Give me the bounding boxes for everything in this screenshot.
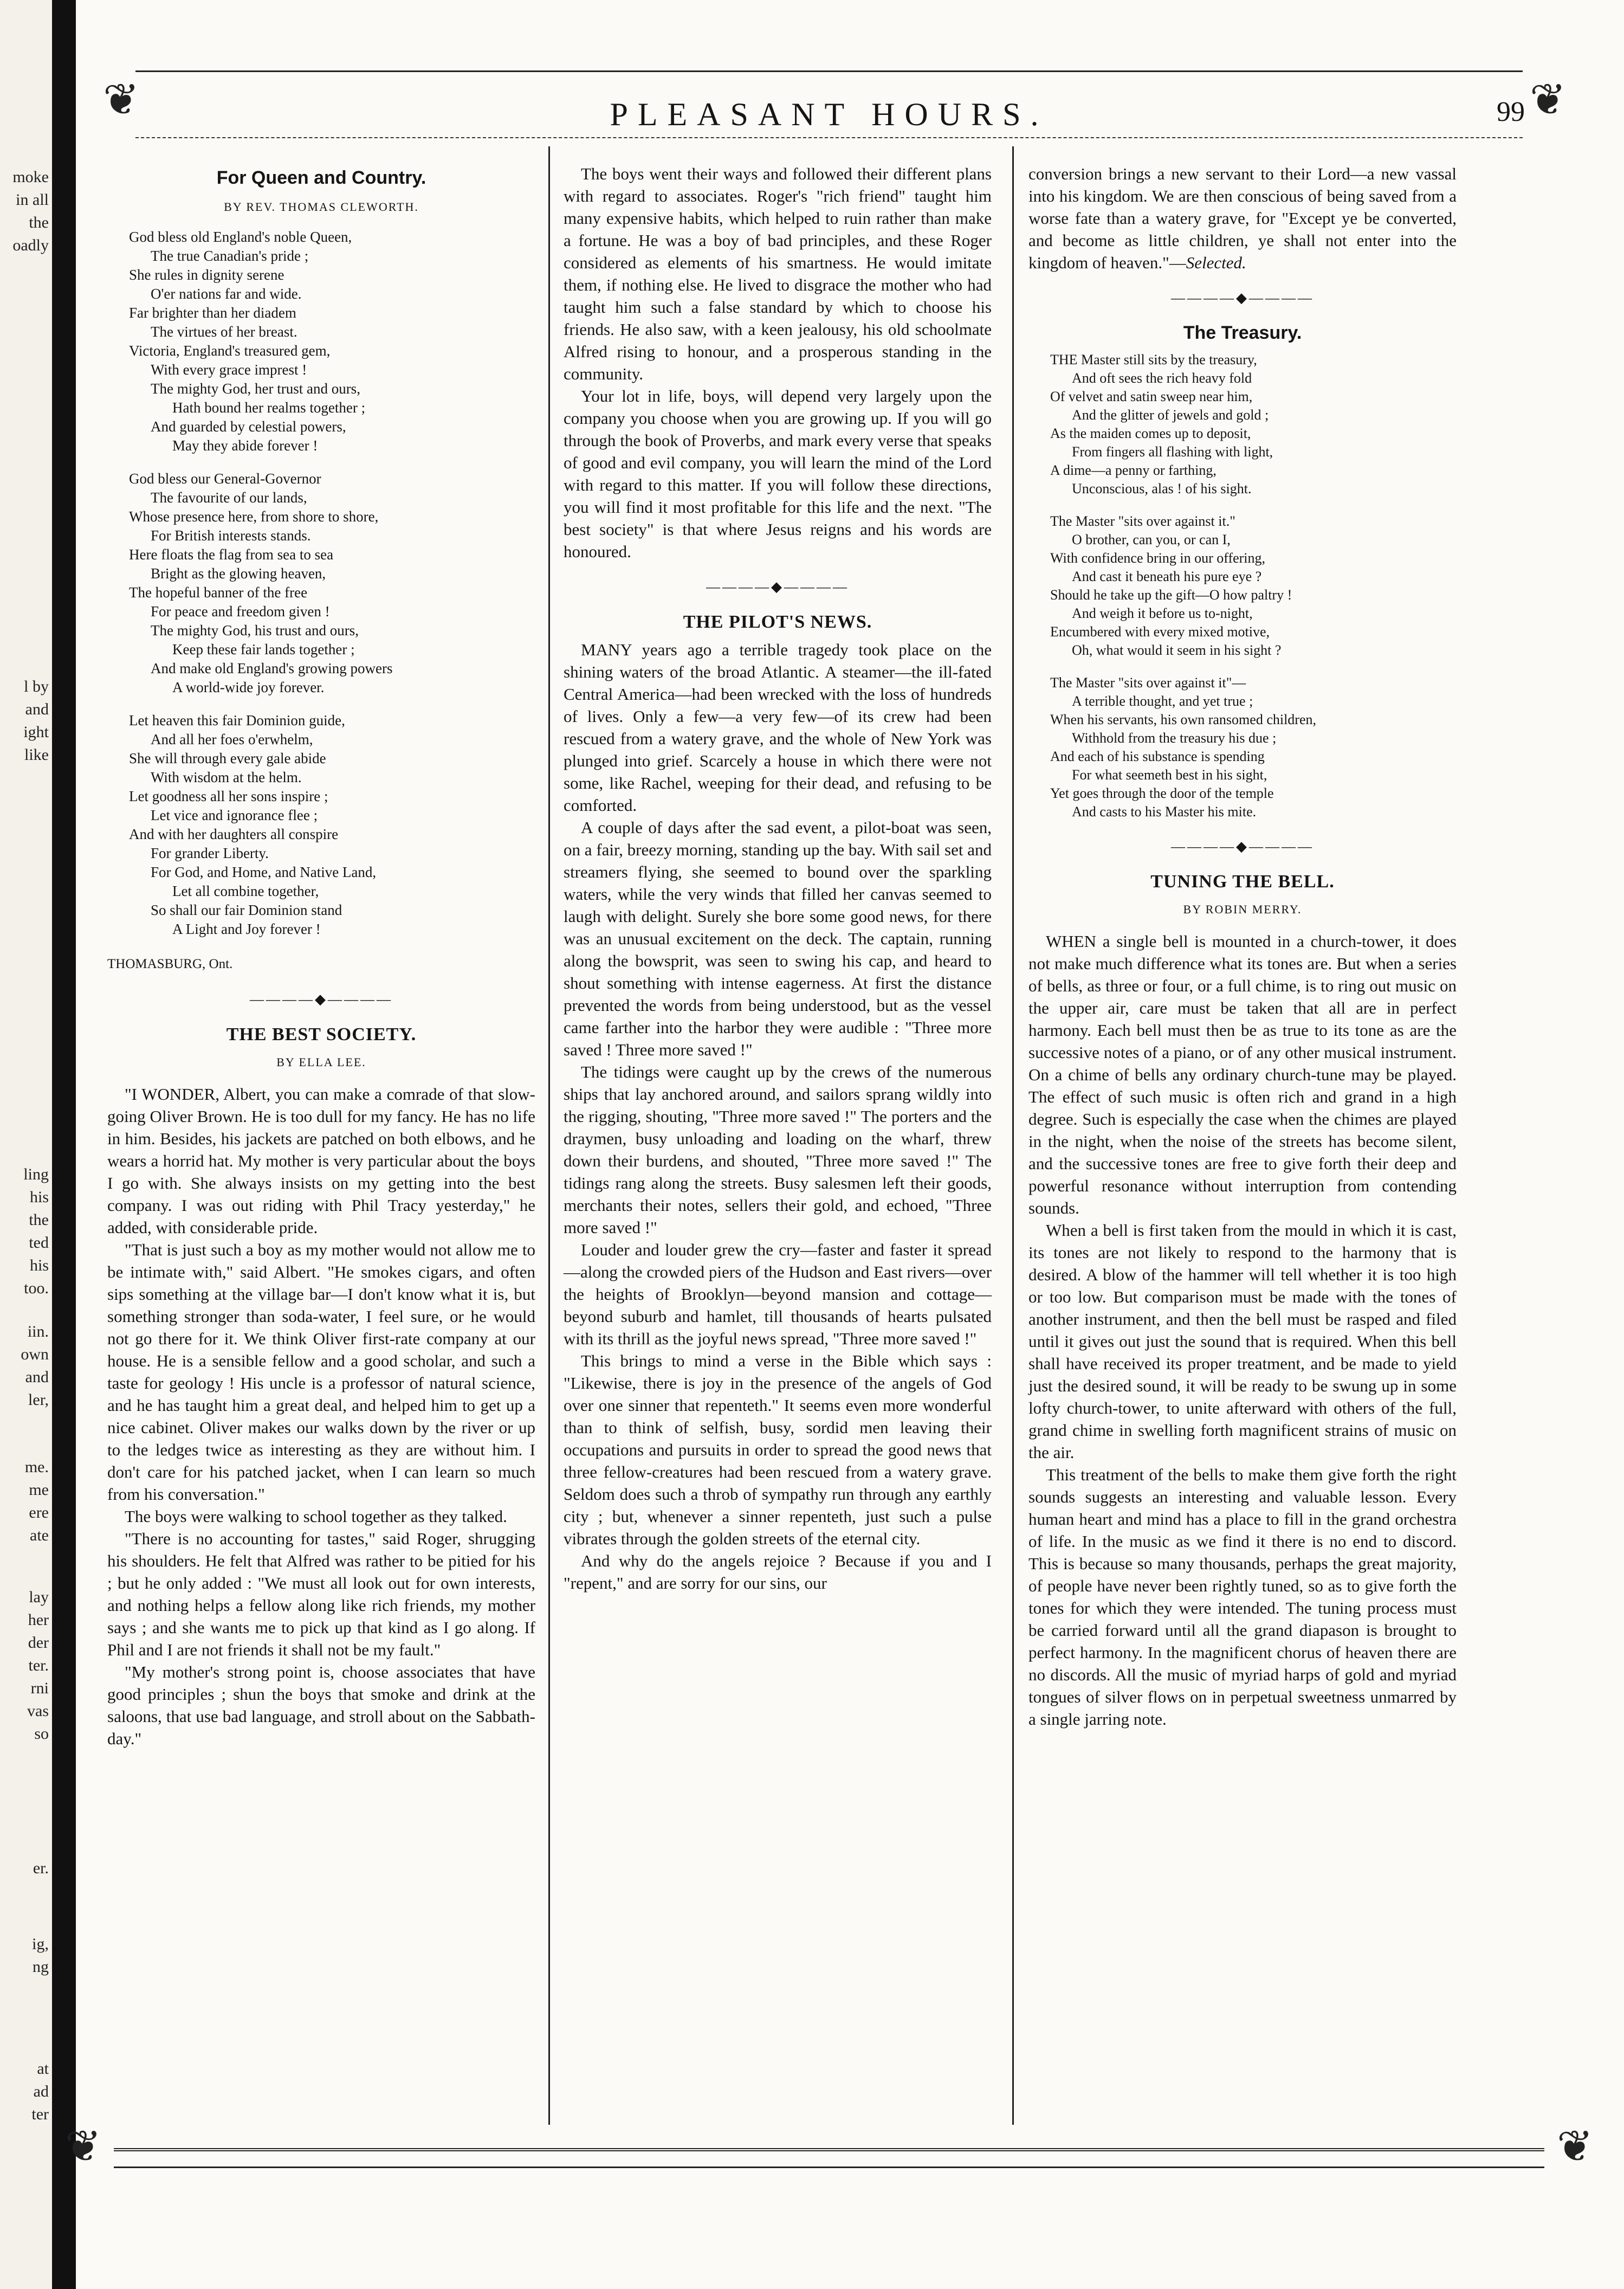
poem-line: Keep these fair lands together ; bbox=[172, 641, 355, 657]
paragraph: And why do the angels rejoice ? Because if you and I "repent," and are sorry for our sins, our bbox=[564, 1551, 992, 1592]
footer-rule bbox=[114, 2148, 1544, 2151]
facing-page-fragment: ng bbox=[33, 1958, 49, 1976]
column-rule-1 bbox=[548, 146, 550, 2125]
poem-line: She will through every gale abide bbox=[129, 750, 326, 766]
poem-stanza bbox=[1050, 351, 1457, 498]
paragraph: Your lot in life, boys, will depend very largely upon the company you choose when you are growing up. If you will go through the book of Proverbs, and mark every verse that speaks of good and evil company, you will learn the mind of the Lord with regard to this matter. If you will follow these directions, you will find it most profitable for this life and the next. "The best society" is that where Jesus reigns and his words are honoured. bbox=[564, 386, 992, 561]
poem-byline-cleworth: BY REV. THOMAS CLEWORTH. bbox=[224, 200, 419, 214]
facing-page-fragment: ter bbox=[31, 2105, 49, 2123]
column-2 bbox=[564, 163, 992, 1594]
poem-line: A Light and Joy forever ! bbox=[172, 921, 321, 937]
poem-line: THE Master still sits by the treasury, bbox=[1050, 352, 1257, 367]
facing-page-fragment: ted bbox=[29, 1234, 49, 1252]
poem-line: When his servants, his own ransomed children, bbox=[1050, 712, 1317, 727]
facing-page-fragment: so bbox=[34, 1725, 49, 1743]
facing-page-fragment: lay bbox=[29, 1588, 49, 1606]
poem-line: God bless our General-Governor bbox=[129, 470, 321, 487]
paragraph: "I WONDER, Albert, you can make a comrade of that slow-going Oliver Brown. He is too dull for my fancy. He has no life in him. Besides, his jackets are patched on both elbows, and he wears a horrid hat. My mother is very particular about the boys I go with. She always insists on my getting into the best company. I was out riding with Phil Tracy yesterday," he added, with considerable pride. bbox=[107, 1085, 535, 1237]
facing-page-fragment: oadly bbox=[12, 236, 49, 254]
poem-line: The favourite of our lands, bbox=[151, 489, 307, 506]
footer-ornament-right-icon: ❦ bbox=[1556, 2123, 1593, 2171]
poem-line: Here floats the flag from sea to sea bbox=[129, 546, 334, 563]
poem-line: Bright as the glowing heaven, bbox=[151, 565, 326, 582]
poem-line: With wisdom at the helm. bbox=[151, 769, 302, 785]
story-title-best-society: THE BEST SOCIETY. bbox=[226, 1024, 417, 1044]
poem-line: And each of his substance is spending bbox=[1050, 749, 1265, 764]
section-divider: ――――◆―――― bbox=[1171, 839, 1314, 854]
facing-page-fragment: me bbox=[29, 1481, 49, 1499]
story-title-pilots-news: THE PILOT'S NEWS. bbox=[683, 612, 872, 632]
poem-line: And guarded by celestial powers, bbox=[151, 418, 346, 435]
facing-page-fragment: the bbox=[29, 1211, 49, 1229]
poem-line: Let vice and ignorance flee ; bbox=[151, 807, 318, 823]
poem-line: The Master "sits over against it." bbox=[1050, 513, 1235, 529]
poem-line: May they abide forever ! bbox=[172, 437, 318, 454]
facing-page-fragment: like bbox=[24, 746, 49, 764]
poem-title-treasury: The Treasury. bbox=[1183, 323, 1302, 343]
poem-stanza bbox=[129, 228, 535, 455]
masthead bbox=[103, 46, 1566, 133]
selected-credit: Selected. bbox=[1186, 253, 1246, 272]
poem-line: Withhold from the treasury his due ; bbox=[1072, 730, 1277, 746]
paragraph: "There is no accounting for tastes," said Roger, shrugging his shoulders. He felt that Alfred was rather to be pitied for his ; but he only added : "We must all look out for own interests, and nothing helps a fellow along like rich friends, my mother says ; and she wants me to pick up that kind as I go along. If Phil and I are not friends it shall not be my fault." bbox=[107, 1529, 535, 1659]
facing-page-fragment: ling bbox=[23, 1165, 49, 1183]
poem-line: For British interests stands. bbox=[151, 527, 311, 544]
paragraph: "That is just such a boy as my mother would not allow me to be intimate with," said Albert. "He smokes cigars, and often sips something at the village bar—I don't know what it is, but something stronger than soda-water, I feel sure, or he would not go there for it. We think Oliver first-rate company at our house. He is a sensible fellow and a good scholar, and such a taste for geology ! His uncle is a professor of natural science, and he has taught him a great deal, and helped him to get up a nice cabinet. Oliver makes our walks down by the river or up to the ledges twice as interesting as they are without him. I don't care for his patched jacket, when I can learn so much from his conversation." bbox=[107, 1240, 535, 1504]
paragraph: Louder and louder grew the cry—faster and faster it spread—along the crowded piers of the Hudson and East rivers—over the heights of Brooklyn—beyond mansion and cottage—beyond suburb and hamlet, till thousands of hearts pulsated with its thrill as the joyful news spread, "Three more saved !" bbox=[564, 1240, 992, 1348]
facing-page-fragment: me. bbox=[24, 1458, 49, 1476]
facing-page-fragment: der bbox=[28, 1634, 49, 1652]
facing-page-fragment: moke bbox=[12, 168, 49, 186]
story-title-tuning-bell: TUNING THE BELL. bbox=[1150, 872, 1335, 892]
paragraph: This treatment of the bells to make them give forth the right sounds suggests an interesting and valuable lesson. Every human heart and mind has a place to fill in the grand orchestra of life. In the music as we find it there is no end to discord. This is because so many thousands, perhaps the great majority, of people have never been rightly tuned, so as to give forth the tones for which they were intended. The tuning process must be carried forward until all the grand diapason is brought to perfect harmony. In the magnificent chorus of heaven there are no discords. All the music of myriad harps of gold and myriad tongues of silver flows on in perpetual sweetness unmarred by a single jarring note. bbox=[1028, 1465, 1457, 1729]
facing-page-fragment: er. bbox=[33, 1859, 49, 1877]
facing-page-fragment: his bbox=[29, 1188, 49, 1206]
poem-line: And oft sees the rich heavy fold bbox=[1072, 370, 1252, 386]
masthead-rule-bottom bbox=[135, 137, 1523, 138]
poem-line: The virtues of her breast. bbox=[151, 324, 297, 340]
poem-line: A terrible thought, and yet true ; bbox=[1072, 693, 1253, 709]
facing-page-fragment: ad bbox=[33, 2082, 49, 2100]
poem-line: The mighty God, his trust and ours, bbox=[151, 622, 359, 639]
facing-page-fragment: her bbox=[28, 1611, 49, 1629]
footer-rule bbox=[114, 2167, 1544, 2168]
poem-line: As the maiden comes up to deposit, bbox=[1050, 425, 1251, 441]
running-title: PLEASANT HOURS. bbox=[610, 96, 1049, 132]
poem-line: With confidence bring in our offering, bbox=[1050, 550, 1266, 566]
poem-line: Let heaven this fair Dominion guide, bbox=[129, 712, 345, 728]
poem-treasury bbox=[1050, 351, 1457, 821]
poem-line: For God, and Home, and Native Land, bbox=[151, 864, 377, 880]
paragraph: The tidings were caught up by the crews of the numerous ships that lay anchored around, and sailors sprang wildly into the rigging, shouting, "Three more saved !" The porters and the draymen, busy unloading and loading on the wharf, threw down their burdens, and shouted, "Three more saved !" The tidings rang along the streets. Busy salesmen left their goods, merchants their notes, sellers their gold, and echoed, "Three more saved !" bbox=[564, 1062, 992, 1237]
facing-page-fragment: at bbox=[37, 2060, 49, 2078]
poem-line: Yet goes through the door of the temple bbox=[1050, 785, 1274, 801]
poem-line: And weigh it before us to-night, bbox=[1072, 605, 1253, 621]
facing-page-fragment: own bbox=[21, 1345, 49, 1363]
facing-page-fragment: ler, bbox=[28, 1391, 49, 1409]
ornament-left-icon: ❦ bbox=[103, 76, 140, 124]
poem-stanza bbox=[1050, 512, 1457, 660]
facing-page-fragment: ight bbox=[23, 723, 49, 741]
page-spine bbox=[52, 0, 76, 2289]
poem-title-queen-country: For Queen and Country. bbox=[216, 167, 426, 188]
paragraph: The boys went their ways and followed their different plans with regard to associates. Roger's "rich friend" taught him many expensive habits, which helped to ruin rather than make a fortune. He was a boy of bad principles, and these Roger considered as elements of his smartness. He would imitate them, if nothing else. He lived to disgrace the mother who had taught him such a false standard by which to choose his friends. He also saw, with a keen jealousy, his old schoolmate Alfred rising to honour, and a prosperous standing in the community. bbox=[564, 164, 992, 383]
column-3 bbox=[1028, 163, 1457, 1730]
paragraph: When a bell is first taken from the mould in which it is cast, its tones are not likely to respond to the harmony that is desired. A blow of the hammer will tell whether it is too high or too low. But comparison must be made with the tones of another instrument, and then the bell must be rasped and filed until it gives out just the sound that is required. When this bell shall have received its proper treatment, and be made to yield just the desired sound, it will be ready to be swung up in some lofty church-tower, to unite afterward with others of the full, grand chime in swelling forth magnificent strains of music on the air. bbox=[1028, 1221, 1457, 1462]
poem-line: The true Canadian's pride ; bbox=[151, 248, 309, 264]
poem-line: And with her daughters all conspire bbox=[129, 826, 339, 842]
poem-line: A world-wide joy forever. bbox=[172, 679, 325, 695]
poem-line: And the glitter of jewels and gold ; bbox=[1072, 407, 1269, 423]
page-number: 99 bbox=[1497, 96, 1525, 127]
poem-line: And make old England's growing powers bbox=[151, 660, 393, 676]
section-divider: ――――◆―――― bbox=[706, 579, 849, 595]
footer-ornament-left-icon: ❦ bbox=[65, 2123, 102, 2171]
binding-strip bbox=[0, 0, 52, 2289]
paragraph: "My mother's strong point is, choose associates that have good principles ; shun the boys that smoke and drink at the saloons, that use bad language, and stroll about on the Sabbath-day." bbox=[107, 1662, 535, 1748]
poem-line: Far brighter than her diadem bbox=[129, 305, 296, 321]
paragraph: WHEN a single bell is mounted in a church-tower, it does not make much difference what its tones are. But when a series of bells, as three or four, or a full chime, is to ring out music on the upper air, care must be taken that all are in perfect harmony. Each bell must then be as true to its tone as are the successive notes of a piano, or of any other musical instrument. On a chime of bells any ordinary church-tune may be played. The effect of such music is often rich and grand in a high degree. Such is especially the case when the chimes are played in the night, when the noise of the streets has become silent, and the successive tones are free to give forth their deep and powerful resonance without interruption from contending sounds. bbox=[1028, 932, 1457, 1217]
poem-line: For peace and freedom given ! bbox=[151, 603, 330, 620]
page-footer bbox=[65, 2123, 1593, 2182]
section-divider: ――――◆―――― bbox=[250, 991, 393, 1007]
paragraph: This brings to mind a verse in the Bible which says : "Likewise, there is joy in the presence of the angels of God over one sinner that repenteth." It seems even more wonderful than to think of selfish, busy, sordid men leaving their occupations and pursuits in order to spread the good news that three fellow-creatures had been rescued from a watery grave. Seldom does such a throb of sympathy run through any earthly city ; but, whenever a sinner repenteth, just such a pulse vibrates through the golden streets of the eternal city. bbox=[564, 1351, 992, 1548]
paragraph: A couple of days after the sad event, a pilot-boat was seen, on a fair, breezy morning, standing up the bay. With sail set and streamers flying, she seemed to bound over the sparkling waters, while the very winds that filled her canvas seemed to laugh with delight. Surely she bore some good news, for there was an unusual excitement on the deck. The captain, running along the bowsprit, was seen to swing his cap, and heard to shout something with intense eagerness. At first the distance prevented the words from being understood, but as the vessel came farther into the harbor they were audible : "Three more saved ! Three more saved !" bbox=[564, 818, 992, 1059]
story-byline-robin-merry: BY ROBIN MERRY. bbox=[1183, 902, 1302, 916]
facing-page-fragment: ere bbox=[29, 1504, 49, 1521]
section-divider: ――――◆―――― bbox=[1171, 290, 1314, 306]
poem-line: Let all combine together, bbox=[172, 883, 319, 899]
poem-line: Of velvet and satin sweep near him, bbox=[1050, 389, 1253, 404]
poem-stanza bbox=[129, 711, 535, 939]
poem-line: The mighty God, her trust and ours, bbox=[151, 381, 360, 397]
poem-line: O'er nations far and wide. bbox=[151, 286, 302, 302]
facing-page-fragment: his bbox=[29, 1256, 49, 1274]
facing-page-fragment: and bbox=[25, 1368, 49, 1386]
facing-page-fragment: iin. bbox=[27, 1323, 49, 1340]
poem-place: THOMASBURG, Ont. bbox=[107, 957, 233, 971]
ornament-right-icon: ❦ bbox=[1529, 76, 1566, 124]
facing-page-fragment: too. bbox=[24, 1279, 49, 1297]
paragraph bbox=[1028, 163, 1457, 274]
poem-line: Oh, what would it seem in his sight ? bbox=[1072, 642, 1282, 658]
paragraph: The boys were walking to school together as they talked. bbox=[125, 1507, 507, 1526]
poem-line: The Master "sits over against it"— bbox=[1050, 675, 1246, 691]
facing-page-fragment: ig, bbox=[32, 1935, 49, 1953]
poem-line: O brother, can you, or can I, bbox=[1072, 532, 1231, 547]
column-1 bbox=[107, 163, 535, 1750]
poem-line: For what seemeth best in his sight, bbox=[1072, 767, 1267, 783]
facing-page-fragment: ate bbox=[30, 1526, 49, 1544]
facing-page-fragment: rni bbox=[30, 1679, 49, 1697]
poem-stanza bbox=[129, 469, 535, 697]
facing-page-fragment: l by bbox=[24, 678, 49, 695]
poem-line: The hopeful banner of the free bbox=[129, 584, 308, 601]
poem-line: Encumbered with every mixed motive, bbox=[1050, 624, 1270, 640]
column-rule-2 bbox=[1012, 146, 1014, 2125]
poem-line: And casts to his Master his mite. bbox=[1072, 804, 1257, 820]
poem-line: God bless old England's noble Queen, bbox=[129, 229, 352, 245]
poem-line: Let goodness all her sons inspire ; bbox=[129, 788, 328, 804]
poem-queen-country bbox=[129, 228, 535, 939]
story-byline-ella-lee: BY ELLA LEE. bbox=[276, 1055, 366, 1069]
facing-page-fragment: and bbox=[25, 700, 49, 718]
poem-line: And cast it beneath his pure eye ? bbox=[1072, 569, 1262, 584]
poem-stanza bbox=[1050, 674, 1457, 821]
poem-line: With every grace imprest ! bbox=[151, 362, 307, 378]
masthead-rule-top bbox=[135, 70, 1523, 72]
poem-line: A dime—a penny or farthing, bbox=[1050, 462, 1217, 478]
paragraph: MANY years ago a terrible tragedy took place on the shining waters of the broad Atlantic. A steamer—the ill-fated Central America—had been wrecked with the loss of hundreds of lives. Only a few—a very few—of its crew had been rescued from a watery grave, and the whole of New York was plunged into grief. Scarcely a house in which there were not some, like Rachel, weeping for their dead, and refusing to be comforted. bbox=[564, 640, 992, 815]
poem-line: Hath bound her realms together ; bbox=[172, 399, 366, 416]
facing-page-fragment: ter. bbox=[28, 1656, 49, 1674]
poem-line: And all her foes o'erwhelm, bbox=[151, 731, 313, 747]
paragraph-text: conversion brings a new servant to their Lord—a new vassal into his kingdom. We are then conscious of being saved from a worse fate than a watery grave, for "Except ye be converted, and become as little children, ye shall not enter into the kingdom of heaven."— bbox=[1028, 164, 1457, 272]
poem-line: So shall our fair Dominion stand bbox=[151, 902, 342, 918]
poem-line: Victoria, England's treasured gem, bbox=[129, 343, 331, 359]
poem-line: For grander Liberty. bbox=[151, 845, 269, 861]
facing-page-fragment: in all bbox=[16, 191, 49, 209]
poem-line: Unconscious, alas ! of his sight. bbox=[1072, 481, 1252, 497]
facing-page-fragment: vas bbox=[27, 1702, 49, 1720]
facing-page-fragment: the bbox=[29, 214, 49, 231]
poem-line: Should he take up the gift—O how paltry ! bbox=[1050, 587, 1292, 603]
poem-line: Whose presence here, from shore to shore, bbox=[129, 508, 379, 525]
poem-line: From fingers all flashing with light, bbox=[1072, 444, 1273, 460]
poem-line: She rules in dignity serene bbox=[129, 267, 284, 283]
